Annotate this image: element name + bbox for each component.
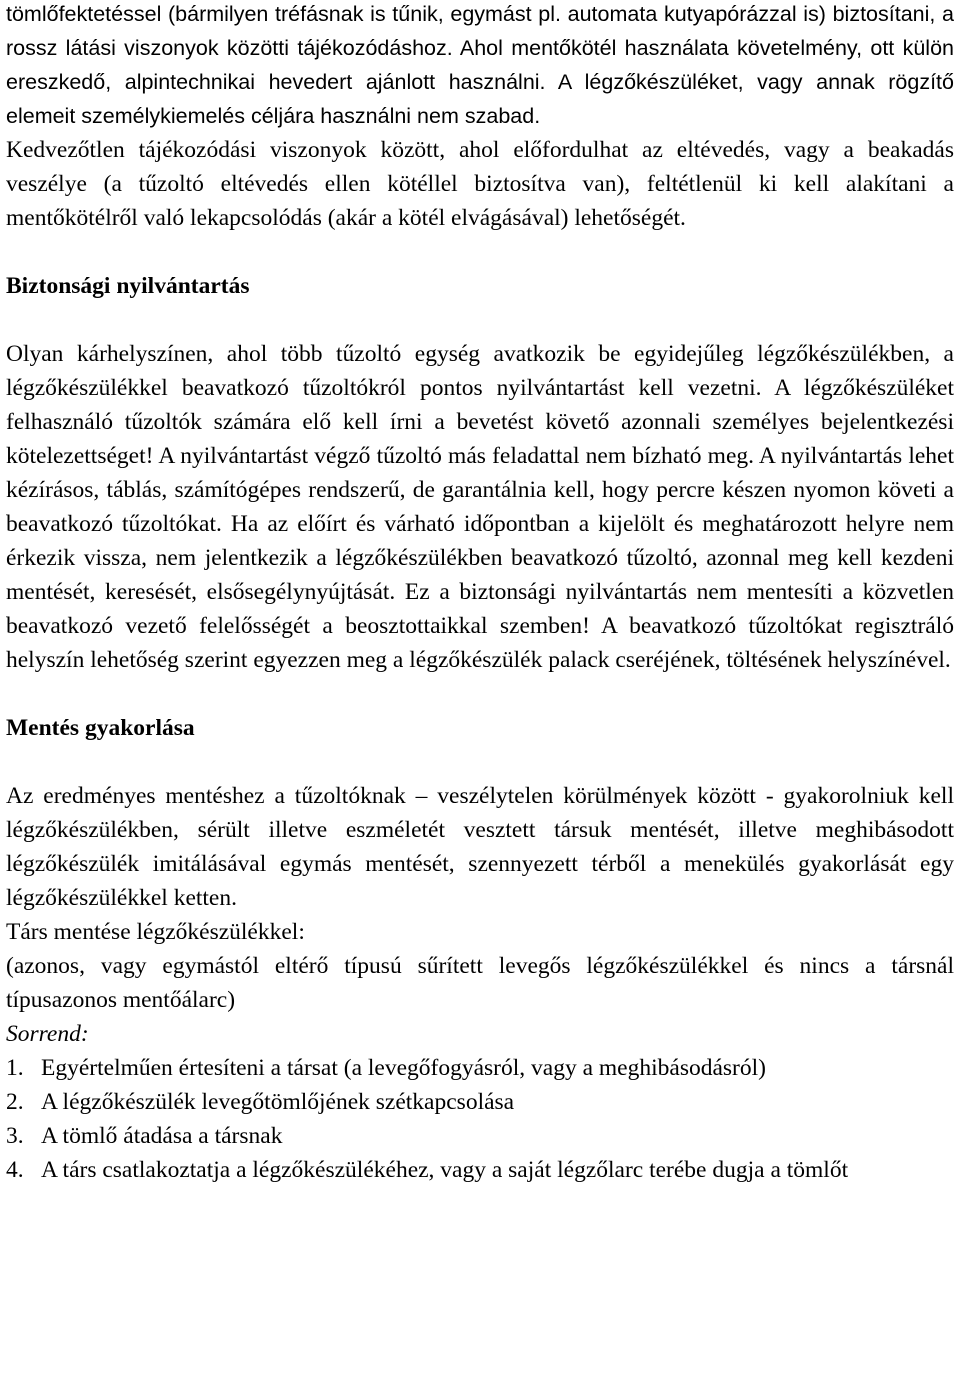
rescue-subtitle: Társ mentése légzőkészülékkel: xyxy=(6,919,305,945)
section-heading-rescue: Mentés gyakorlása xyxy=(6,715,195,741)
step-text: A tömlő átadása a társnak xyxy=(41,1123,283,1149)
section-heading-safety: Biztonsági nyilvántartás xyxy=(6,273,250,299)
orientation-paragraph: Kedvezőtlen tájékozódási viszonyok között, ahol előfordulhat az eltévedés, vagy a beakadás veszélye (a tűzoltó eltévedés ellen kötéllel biztosítva van), feltétlenül ki kell alakítani a mentőkötélről való lekapcsolódás (akár a kötél elvágásával) lehetőségét. xyxy=(6,137,954,231)
step-text: Egyértelműen értesíteni a társat (a levegőfogyásról, vagy a meghibásodásról) xyxy=(41,1055,766,1081)
list-item xyxy=(6,1153,954,1187)
document-page xyxy=(6,0,954,1187)
rescue-steps-list xyxy=(6,1051,954,1187)
list-item xyxy=(6,1051,954,1085)
order-label: Sorrend: xyxy=(6,1021,89,1047)
rescue-paragraph: Az eredményes mentéshez a tűzoltóknak – veszélytelen körülmények között - gyakorolniuk kell légzőkészülékben, sérült illetve eszméletét vesztett társuk mentését, illetve meghibásodott légzőkészülék imitálásával egymás mentését, szennyezett térből a menekülés gyakorlását egy légzőkészülékkel ketten. xyxy=(6,783,954,911)
rescue-note: (azonos, vagy egymástól eltérő típusú sűrített levegős légzőkészülékkel és nincs a társnál típusazonos mentőálarc) xyxy=(6,953,954,1013)
safety-paragraph: Olyan kárhelyszínen, ahol több tűzoltó egység avatkozik be egyidejűleg légzőkészülékben, a légzőkészülékkel beavatkozó tűzoltókról pontos nyilvántartást kell vezetni. A légzőkészüléket felhasználó tűzoltók számára elő kell írni a bevetést követő azonnali személyes bejelentkezési kötelezettséget! A nyilvántartást végző tűzoltó más feladattal nem bízható meg. A nyilvántartás lehet kézírásos, táblás, számítógépes rendszerű, de garantálnia kell, hogy percre készen nyomon követi a beavatkozó tűzoltókat. Ha az előírt és várható időpontban a kijelölt és meghatározott helyre nem érkezik vissza, nem jelentkezik a légzőkészülékben beavatkozó tűzoltó, azonnal meg kell kezdeni mentését, keresését, elsősegélynyújtását. Ez a biztonsági nyilvántartás nem mentesíti a közvetlen beavatkozó vezető felelősségét a beosztottaikkal szemben! A beavatkozó tűzoltókat regisztráló helyszín lehetőség szerint egyezzen meg a légzőkészülék palack cseréjének, töltésének helyszínével. xyxy=(6,341,954,673)
step-text: A légzőkészülék levegőtömlőjének szétkapcsolása xyxy=(41,1089,515,1115)
step-text: A társ csatlakoztatja a légzőkészülékéhez, vagy a saját légzőlarc terébe dugja a tömlőt xyxy=(41,1157,849,1183)
step-number: 4. xyxy=(6,1157,24,1183)
intro-paragraph: tömlőfektetéssel (bármilyen tréfásnak is tűnik, egymást pl. automata kutyapórázzal is) biztosítani, a rossz látási viszonyok közötti tájékozódáshoz. Ahol mentőkötél használata követelmény, ott külön ereszkedő, alpintechnikai hevedert ajánlott használni. A légzőkészüléket, vagy annak rögzítő elemeit személykiemelés céljára használni nem szabad. xyxy=(6,2,954,128)
step-number: 3. xyxy=(6,1123,24,1149)
list-item xyxy=(6,1085,954,1119)
step-number: 1. xyxy=(6,1055,24,1081)
step-number: 2. xyxy=(6,1089,24,1115)
list-item xyxy=(6,1119,954,1153)
